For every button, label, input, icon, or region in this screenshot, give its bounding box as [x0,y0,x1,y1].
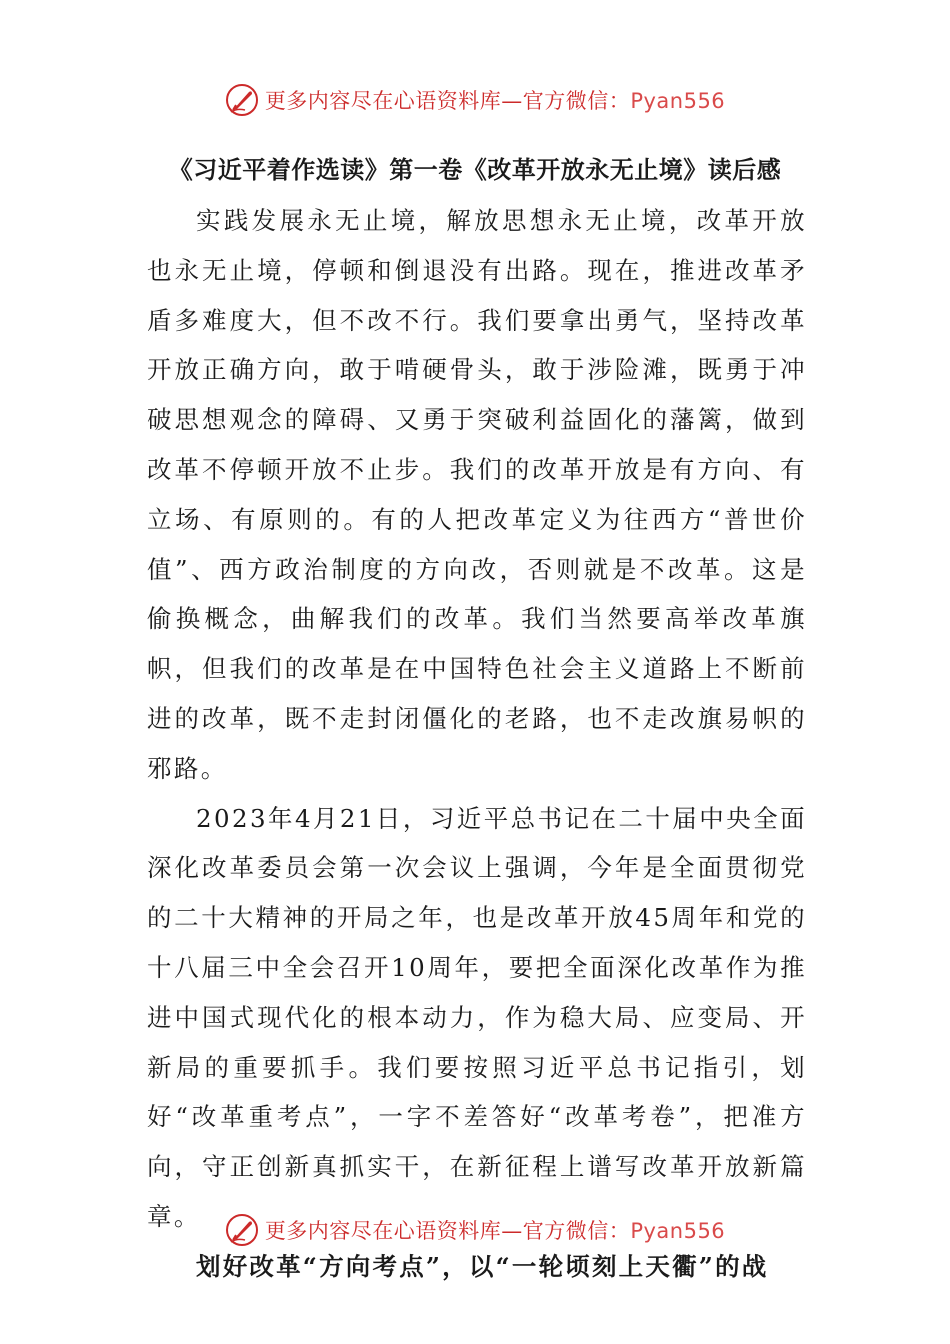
body-paragraph-1: 实践发展永无止境，解放思想永无止境，改革开放也永无止境，停顿和倒退没有出路。现在，推进改革矛盾多难度大，但不改不行。我们要拿出勇气，坚持改革开放正确方向，敢于啃硬骨头，敢于涉险滩，既勇于冲破思想观念的障碍、又勇于突破利益固化的藩篱，做到改革不停顿开放不止步。我们的改革开放是有方向、有立场、有原则的。有的人把改革定义为往西方“普世价值”、西方政治制度的方向改，否则就是不改革。这是偷换概念，曲解我们的改革。我们当然要高举改革旗帜，但我们的改革是在中国特色社会主义道路上不断前进的改革，既不走封闭僵化的老路，也不走改旗易帜的邪路。 [147,206,807,783]
section-heading: 划好改革“方向考点”，以“一轮顷刻上天衢”的战 [196,1251,769,1281]
quill-pen-logo-icon [225,1213,259,1247]
watermark-text [265,85,725,115]
document-title: 《习近平着作选读》第一卷《改革开放永无止境》读后感 [168,155,782,184]
watermark-text [265,1215,725,1245]
watermark-banner-top [0,78,950,122]
watermark-label: 更多内容尽在心语资料库—官方微信： [264,1219,631,1243]
quill-pen-logo-icon [225,83,259,117]
document-body [147,196,807,1292]
watermark-label: 更多内容尽在心语资料库—官方微信： [264,89,631,113]
watermark-handle: Pyan556 [630,89,726,113]
watermark-banner-bottom [0,1208,950,1252]
watermark-handle: Pyan556 [630,1219,726,1243]
body-paragraph-2: 2023年4月21日，习近平总书记在二十届中央全面深化改革委员会第一次会议上强调，今年是全面贯彻党的二十大精神的开局之年，也是改革开放45周年和党的十八届三中全会召开10周年，要把全面深化改革作为推进中国式现代化的根本动力，作为稳大局、应变局、开新局的重要抓手。我们要按照习近平总书记指引，划好“改革重考点”，一字不差答好“改革考卷”，把准方向，守正创新真抓实干，在新征程上谱写改革开放新篇章。 [147,803,807,1231]
